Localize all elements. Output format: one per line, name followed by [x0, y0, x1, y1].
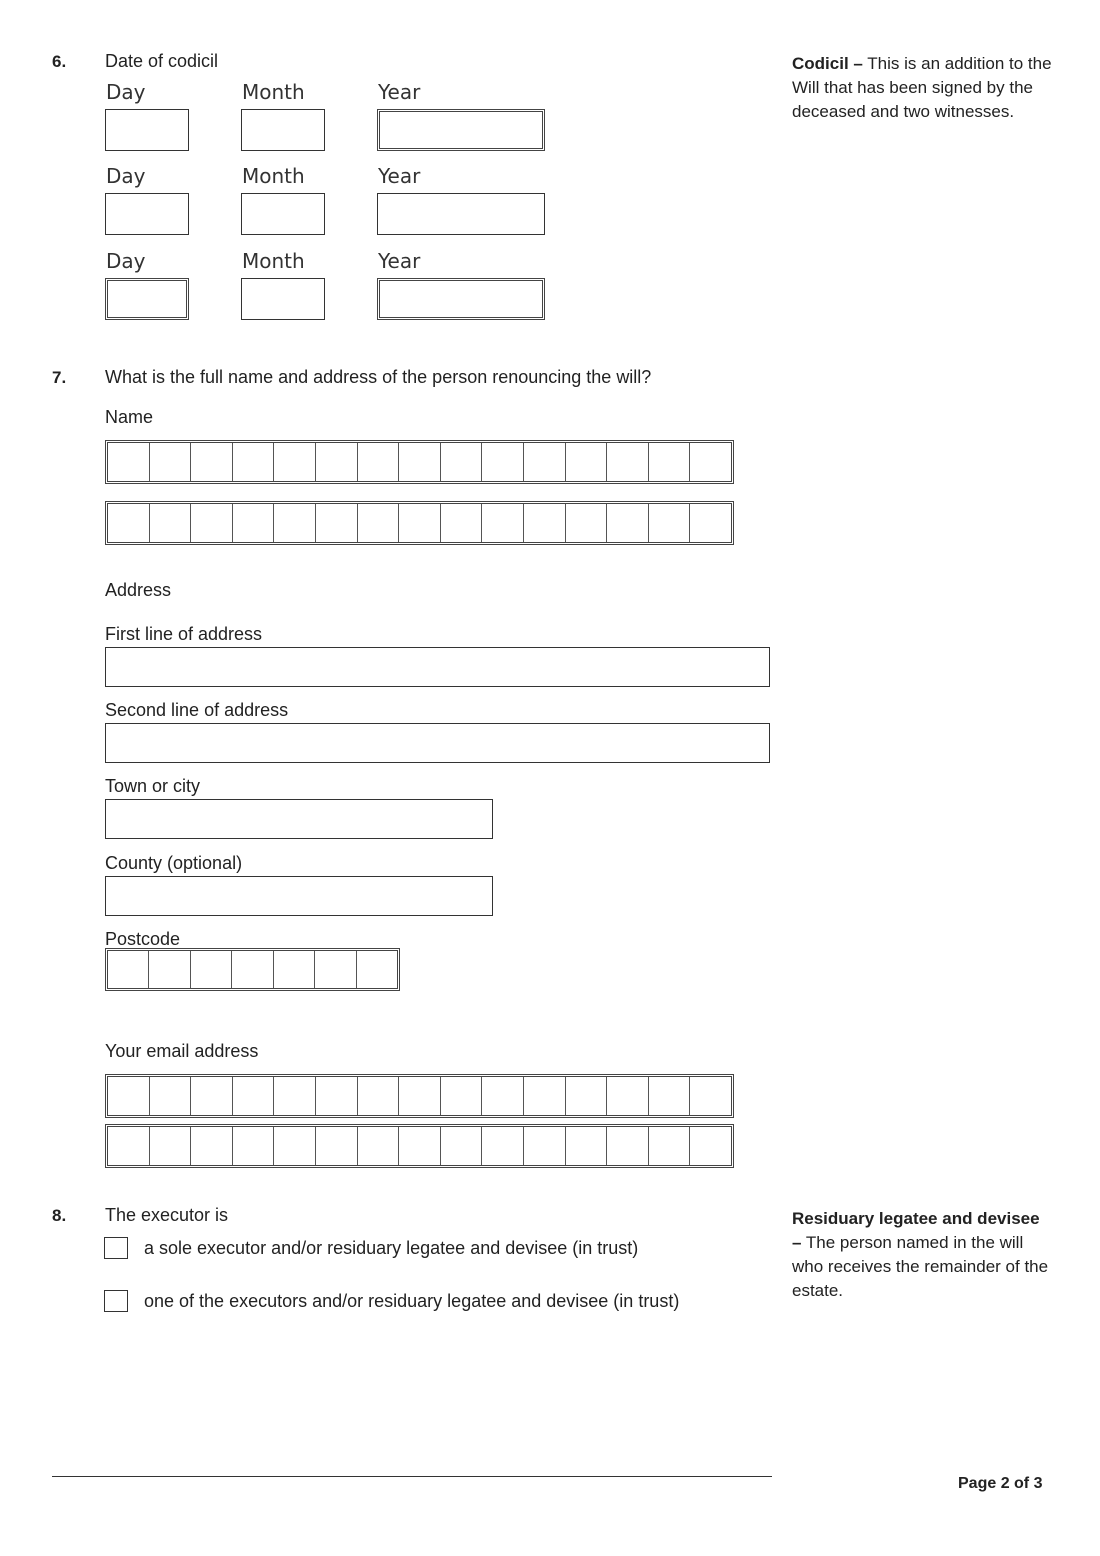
residuary-definition	[792, 1207, 1052, 1303]
month-label: Month	[242, 249, 305, 273]
question-8-title: The executor is	[105, 1205, 229, 1225]
codicil-1-day-field[interactable]	[105, 109, 189, 151]
question-7-title: What is the full name and address of the person renouncing the will?	[105, 367, 652, 387]
codicil-2-year-field[interactable]	[377, 193, 545, 235]
name-label: Name	[105, 407, 154, 427]
town-field[interactable]	[105, 799, 493, 839]
county-field[interactable]	[105, 876, 493, 916]
codicil-term: Codicil –	[792, 54, 863, 73]
question-8-number: 8.	[52, 1206, 67, 1225]
address-line2-field[interactable]	[105, 723, 770, 763]
month-label: Month	[242, 164, 305, 188]
address-heading: Address	[105, 580, 172, 600]
month-label: Month	[242, 80, 305, 104]
email-line-2-grid[interactable]	[105, 1124, 734, 1168]
codicil-3-day-field[interactable]	[105, 278, 189, 320]
codicil-3-month-field[interactable]	[241, 278, 325, 320]
postcode-grid[interactable]	[105, 948, 400, 991]
option-one-of-executors[interactable]	[104, 1290, 679, 1312]
codicil-2-day-field[interactable]	[105, 193, 189, 235]
address-line2-label: Second line of address	[105, 700, 289, 720]
year-label: Year	[378, 164, 421, 188]
question-7-number: 7.	[52, 368, 67, 387]
day-label: Day	[106, 80, 146, 104]
codicil-2-month-field[interactable]	[241, 193, 325, 235]
town-label: Town or city	[105, 776, 201, 796]
year-label: Year	[378, 80, 421, 104]
sole-executor-checkbox[interactable]	[104, 1237, 128, 1259]
page-number: Page 2 of 3	[958, 1475, 1043, 1492]
codicil-definition	[792, 52, 1052, 124]
codicil-text: This is an addition to the Will that has been signed by the deceased and two witnesses.	[792, 54, 1052, 121]
codicil-1-month-field[interactable]	[241, 109, 325, 151]
codicil-3-year-field[interactable]	[377, 278, 545, 320]
residuary-text: The person named in the will who receives the remainder of the estate.	[792, 1233, 1049, 1300]
county-label: County (optional)	[105, 853, 243, 873]
name-line-1-grid[interactable]	[105, 440, 734, 484]
email-line-1-grid[interactable]	[105, 1074, 734, 1118]
one-of-executors-checkbox[interactable]	[104, 1290, 128, 1312]
postcode-label: Postcode	[105, 929, 181, 949]
option-sole-executor[interactable]	[104, 1237, 638, 1259]
name-line-2-grid[interactable]	[105, 501, 734, 545]
footer-rule	[52, 1476, 772, 1477]
sole-executor-label: a sole executor and/or residuary legatee and devisee (in trust)	[144, 1237, 639, 1258]
day-label: Day	[106, 164, 146, 188]
one-of-executors-label: one of the executors and/or residuary legatee and devisee (in trust)	[144, 1290, 680, 1311]
residuary-term: Residuary legatee and devisee –	[792, 1209, 1040, 1252]
email-label: Your email address	[105, 1041, 259, 1061]
address-line1-label: First line of address	[105, 624, 263, 644]
question-6-title: Date of codicil	[105, 51, 219, 71]
year-label: Year	[378, 249, 421, 273]
codicil-1-year-field[interactable]	[377, 109, 545, 151]
day-label: Day	[106, 249, 146, 273]
address-line1-field[interactable]	[105, 647, 770, 687]
question-6-number: 6.	[52, 52, 67, 71]
